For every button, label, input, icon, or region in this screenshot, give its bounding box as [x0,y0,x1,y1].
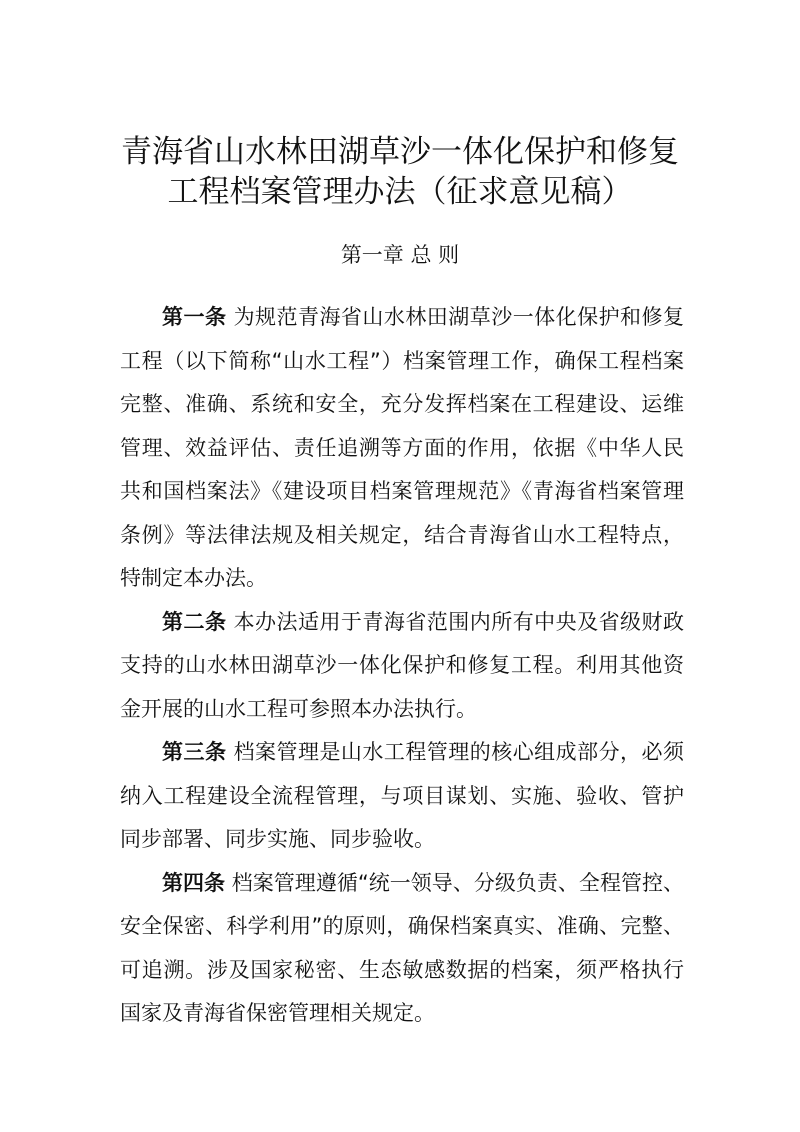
article-1 [120,296,684,601]
article-text: 为规范青海省山水林田湖草沙一体化保护和修复工程（以下简称“山水工程”）档案管理工作，确保工程档案完整、准确、系统和安全，充分发挥档案在工程建设、运维管理、效益评估、责任追溯等方面的作用，依据《中华人民共和国档案法》《建设项目档案管理规范》《青海省档案管理条例》等法律法规及相关规定，结合青海省山水工程特点，特制定本办法。 [120,305,684,590]
article-number: 第二条 [162,609,227,634]
article-text: 本办法适用于青海省范围内所有中央及省级财政支持的山水林田湖草沙一体化保护和修复工程。利用其他资金开展的山水工程可参照本办法执行。 [120,609,684,721]
article-text: 档案管理遵循“统一领导、分级负责、全程管控、安全保密、科学利用”的原则，确保档案真实、准确、完整、可追溯。涉及国家秘密、生态敏感数据的档案，须严格执行国家及青海省保密管理相关规定。 [120,870,685,1025]
article-4 [120,862,684,1036]
article-2 [120,601,684,732]
article-text: 档案管理是山水工程管理的核心组成部分，必须纳入工程建设全流程管理，与项目谋划、实施、验收、管护同步部署、同步实施、同步验收。 [120,740,684,851]
article-number: 第三条 [162,740,227,764]
article-number: 第四条 [162,870,226,895]
document-body [120,296,684,1036]
document-title-line-1: 青海省山水林田湖草沙一体化保护和修复 [121,134,679,170]
article-number: 第一条 [162,305,227,329]
document-title-line-2: 工程档案管理办法（征求意见稿） [167,174,633,210]
article-3 [120,731,684,862]
chapter-heading: 第一章 总 则 [340,243,460,267]
